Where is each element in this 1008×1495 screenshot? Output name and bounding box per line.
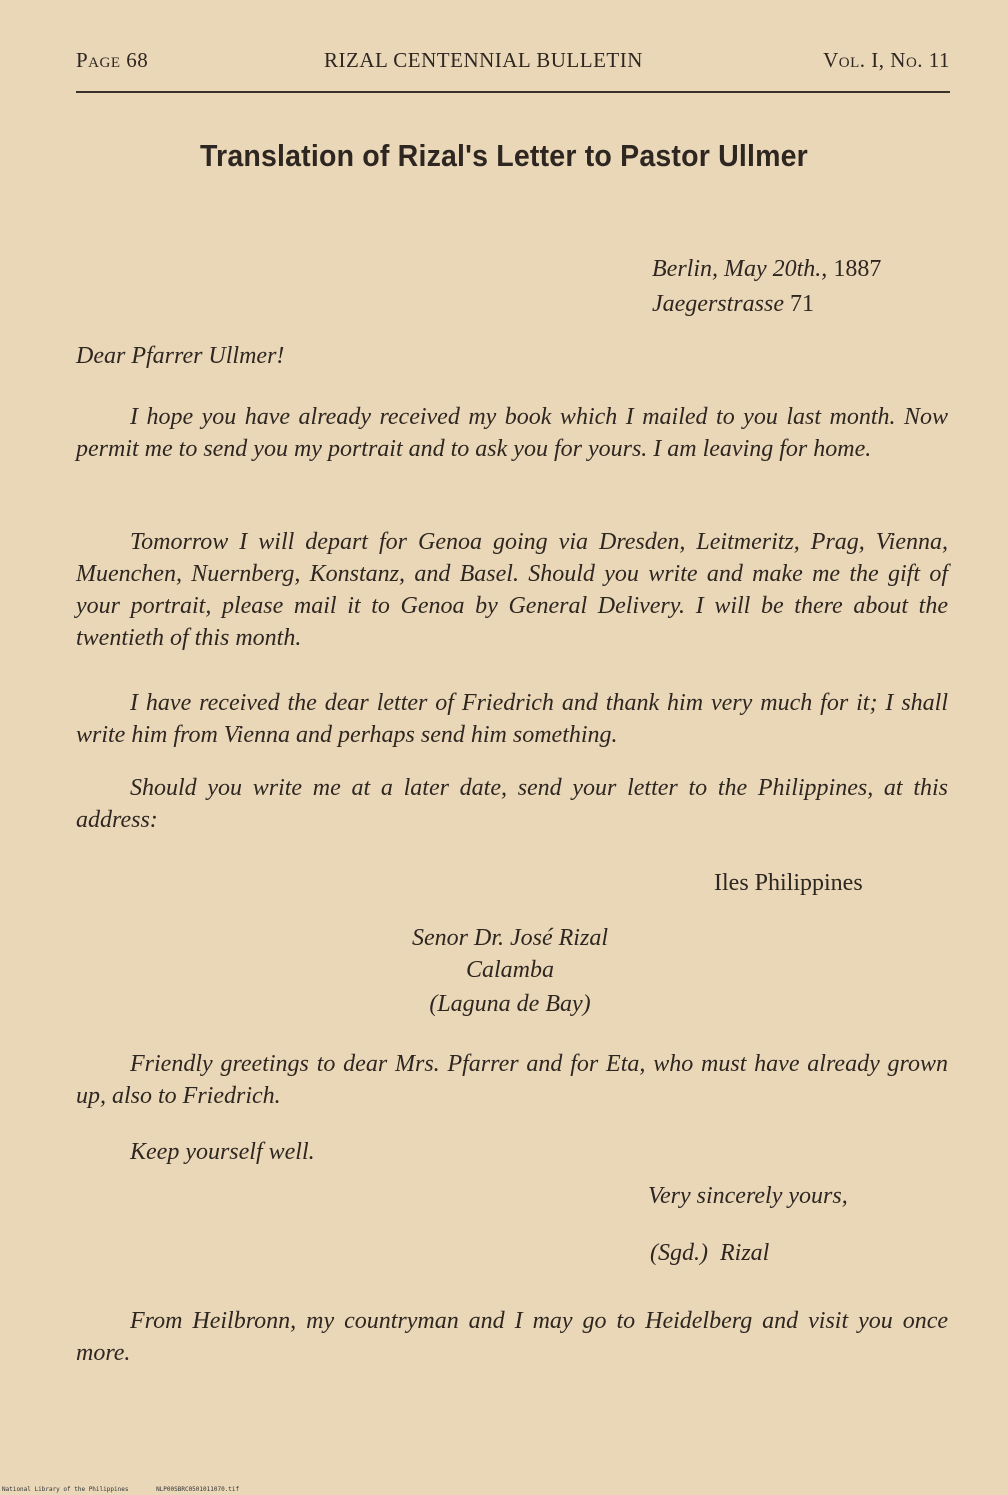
volume-number: Vol. I, No. 11 xyxy=(823,48,950,72)
scan-footer xyxy=(2,1486,263,1493)
greetings-paragraph: Friendly greetings to dear Mrs. Pfarrer and for Eta, who must have already grown up, also to Friedrich. xyxy=(76,1051,948,1109)
dateline-street xyxy=(652,291,814,318)
publication-name: RIZAL CENTENNIAL BULLETIN xyxy=(324,48,643,72)
closing-line: Very sincerely yours, xyxy=(648,1183,848,1209)
footer-library: National Library of the Philippines xyxy=(2,1486,129,1493)
dateline-year: 1887 xyxy=(833,256,882,282)
article-title: Translation of Rizal's Letter to Pastor Ullmer xyxy=(200,138,808,173)
paragraph-3: I have received the dear letter of Friedrich and thank him very much for it; I shall write him from Vienna and perhaps send him something. xyxy=(76,690,948,748)
address-name: Senor Dr. José Rizal xyxy=(412,925,608,951)
page-header xyxy=(76,48,950,82)
keep-well-line: Keep yourself well. xyxy=(130,1139,315,1165)
salutation: Dear Pfarrer Ullmer! xyxy=(76,343,285,369)
page-number: Page 68 xyxy=(76,48,149,72)
address-town: Calamba xyxy=(465,957,554,983)
address-country: Iles Philippines xyxy=(714,870,863,896)
dateline-place xyxy=(652,256,881,283)
signature-line: (Sgd.) Rizal xyxy=(650,1240,770,1266)
header-rule xyxy=(76,91,950,93)
address-province: (Laguna de Bay) xyxy=(429,991,591,1017)
dateline-street-name: Jaegerstrasse xyxy=(652,291,784,317)
postscript-paragraph: From Heilbronn, my countryman and I may go to Heidelberg and visit you once more. xyxy=(76,1308,948,1366)
paragraph-4: Should you write me at a later date, send your letter to the Philippines, at this address: xyxy=(76,775,948,833)
dateline-street-number: 71 xyxy=(789,291,814,317)
dateline-city-date: Berlin, May 20th., xyxy=(652,256,828,282)
paragraph-1: I hope you have already received my book which I mailed to you last month. Now permit me to send you my portrait and to ask you for yours. I am leaving for home. xyxy=(76,404,948,462)
paragraph-2: Tomorrow I will depart for Genoa going via Dresden, Leitmeritz, Prag, Vienna, Muenchen, Nuernberg, Konstanz, and Basel. Should you write and make me the gift of your portrait, please mail it to Genoa by General Delivery. I will be there about the twentieth of this month. xyxy=(76,529,948,651)
footer-file: NLP00SBRC0501011070.tif xyxy=(156,1486,240,1493)
